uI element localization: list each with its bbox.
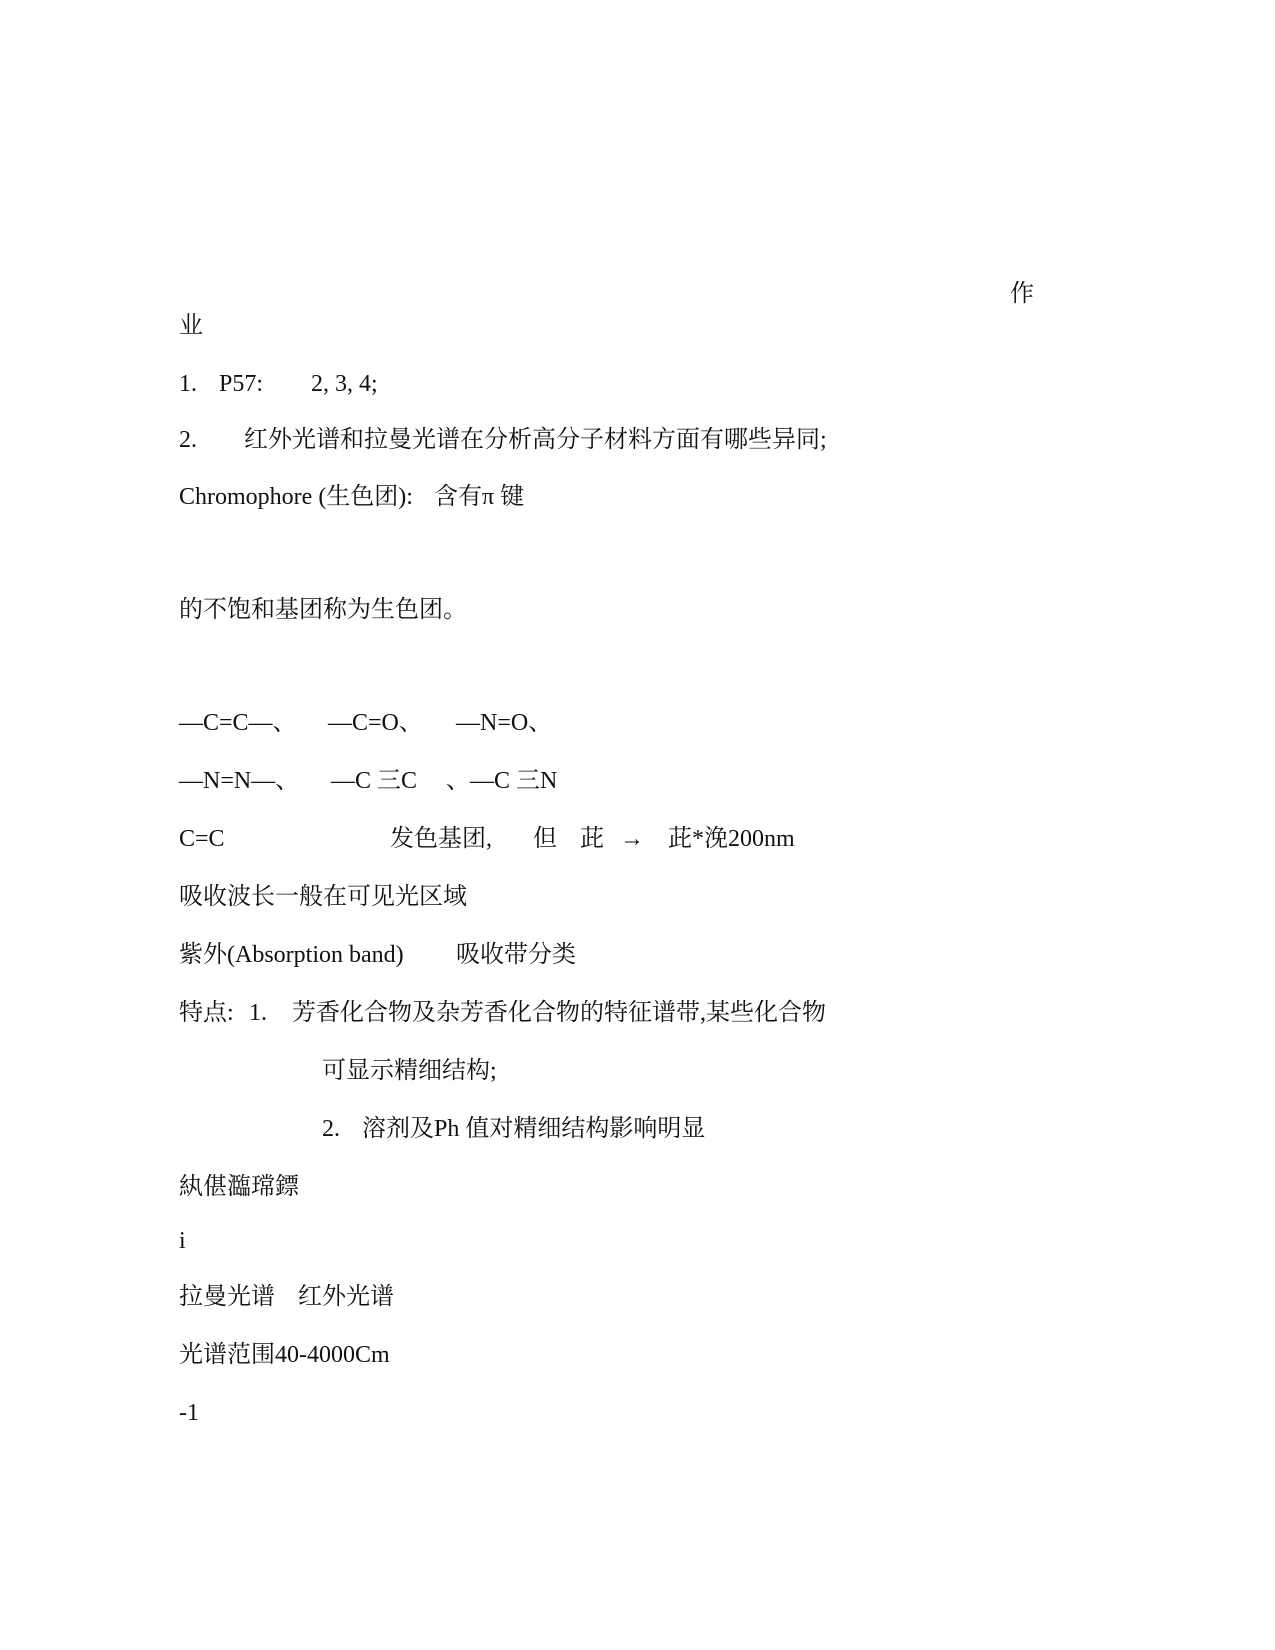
feature-1-text: 芳香化合物及杂芳香化合物的特征谱带,某些化合物 <box>292 1000 826 1026</box>
question-2-number: 2. <box>179 427 197 453</box>
cc-label: C=C <box>179 826 225 852</box>
raman-spectrum-label: 拉曼光谱 <box>179 1284 275 1310</box>
visible-region-text: 吸收波长一般在可见光区域 <box>179 884 467 910</box>
chromophore-definition-b: 的不饱和基团称为生色团。 <box>179 597 467 623</box>
uv-absorption-classification: 吸收带分类 <box>456 942 576 968</box>
chromophore-label: Chromophore (生色团): <box>179 484 413 510</box>
group-formula-no: —N=O、 <box>456 710 553 736</box>
cc-chromophore: 发色基团, <box>390 826 492 852</box>
features-label: 特点: <box>179 1000 234 1026</box>
feature-2-number: 2. <box>322 1116 340 1142</box>
cc-garbled-1: 茈 <box>580 826 604 852</box>
group-formula-ctn: 、—C 三N <box>446 768 558 794</box>
group-formula-nn: —N=N—、 <box>179 768 300 794</box>
uv-absorption-label: 紫外(Absorption band) <box>179 942 404 968</box>
question-2-text: 红外光谱和拉曼光谱在分析高分子材料方面有哪些异同; <box>244 427 827 453</box>
garbled-text-line: 紈偡瀶瑺鏢 <box>179 1174 299 1200</box>
question-1-reference: P57: <box>219 371 264 397</box>
cc-but: 但 <box>533 826 557 852</box>
heading-part-2: 业 <box>179 313 203 339</box>
group-formula-co: —C=O、 <box>328 710 423 736</box>
spectral-range-exponent: -1 <box>179 1400 199 1426</box>
question-1-items: 2, 3, 4; <box>311 371 378 397</box>
cc-arrow: → <box>620 826 644 852</box>
ir-spectrum-label: 红外光谱 <box>298 1284 394 1310</box>
feature-1-continuation: 可显示精细结构; <box>322 1058 497 1084</box>
question-1-number: 1. <box>179 371 197 397</box>
feature-2-text: 溶剂及Ph 值对精细结构影响明显 <box>362 1116 706 1142</box>
cc-garbled-2: 茈*浼200nm <box>668 826 795 852</box>
feature-1-number: 1. <box>249 1000 267 1026</box>
spectral-range-text: 光谱范围40-4000Cm <box>179 1342 390 1368</box>
group-formula-ctc: —C 三C <box>331 768 418 794</box>
single-letter-i: i <box>179 1228 186 1254</box>
heading-part-1: 作 <box>1010 281 1034 307</box>
group-formula-cc: —C=C—、 <box>179 710 297 736</box>
chromophore-definition-a: 含有π 键 <box>434 484 525 510</box>
